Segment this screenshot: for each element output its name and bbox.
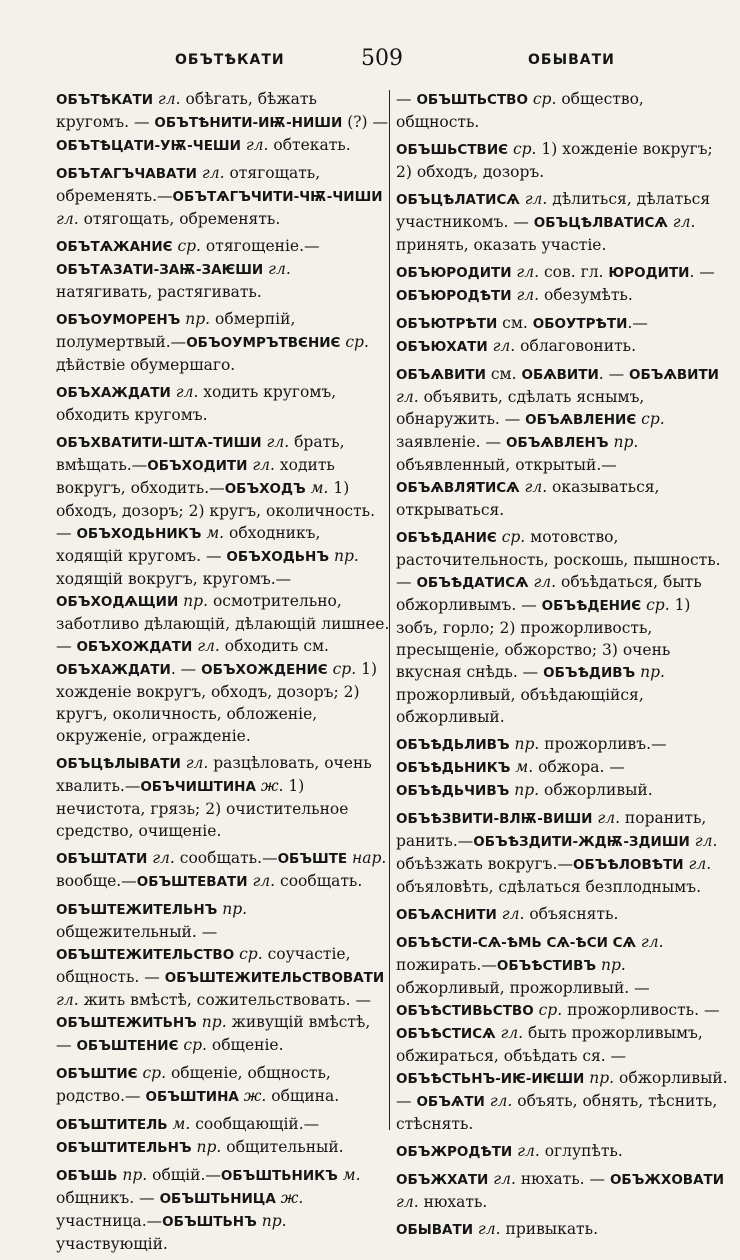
definition-text: осмотрительно, заботливо дѣлающій, дѣлающій лишнее. — (56, 592, 390, 655)
headword: ОБЪТѦГЪЧАВАТИ (56, 166, 197, 182)
headword: ОБЪЮХАТИ (396, 339, 488, 355)
dictionary-entry (396, 88, 730, 133)
grammar-label: ср. (508, 140, 542, 158)
headword: ОБЪѢДЕНИЄ (541, 598, 642, 614)
grammar-label: гл. (56, 210, 84, 228)
definition-text: общій.— (152, 1166, 221, 1184)
grammar-label: ср. (178, 1036, 212, 1054)
definition-text: дѣйствіе обумершаго. (56, 356, 236, 374)
grammar-label: гл. (496, 905, 530, 923)
definition-text: . — (170, 660, 202, 678)
grammar-label: пр. (180, 310, 216, 328)
grammar-label: м. (201, 524, 230, 542)
dictionary-entry (396, 312, 730, 358)
definition-text: . — (598, 365, 630, 383)
headword: ОБЪЮРОДѢТИ (396, 288, 512, 304)
grammar-label: гл. (511, 263, 544, 281)
headword: ОБЪОУМРЪТВЄНИЄ (186, 335, 341, 351)
definition-text: заявленіе. — (396, 433, 506, 451)
definition-text: быть прожорливымъ, обжираться, объѣдать ся. — (396, 1024, 703, 1065)
grammar-label: пр. (117, 1166, 153, 1184)
grammar-label: пр. (608, 433, 639, 451)
grammar-label: гл. (247, 872, 281, 890)
headword: ОБЪХОДѦЩИИ (56, 594, 179, 610)
grammar-label: пр. (584, 1069, 619, 1087)
dictionary-entry (396, 1168, 730, 1213)
definition-text: . — (689, 263, 715, 281)
grammar-label: гл. (473, 1220, 506, 1238)
dictionary-entry (56, 1113, 390, 1159)
headword: ОБЪШТИНА (145, 1089, 239, 1105)
definition-text: ходить кругомъ, обходить кругомъ. (56, 383, 337, 424)
definition-text: обходникъ, ходящій кругомъ. — (56, 524, 321, 565)
definition-text: ходить вокругъ, обходить.— (56, 456, 335, 497)
grammar-label: пр. (329, 547, 359, 565)
dictionary-entry (396, 807, 730, 898)
grammar-label: гл. (592, 809, 625, 827)
headword: ОБЪѦСНИТИ (396, 907, 497, 923)
definition-text: пожирать.— (396, 956, 497, 974)
headword: ОБЪШТЕЖИТЕЛЬНЪ (56, 902, 218, 918)
definition-text: поранить, ранить.— (396, 809, 707, 850)
grammar-label: гл. (396, 1193, 424, 1211)
definition-text: обжорливый. — (396, 1069, 728, 1110)
headword: ОБЪХОЖДЕНИЄ (201, 662, 328, 678)
definition-text: обмерпій, полумертвый.— (56, 310, 296, 351)
headword: ОБЪѦВЛЕНИЄ (525, 412, 637, 428)
definition-text: натягивать, растягивать. (56, 283, 262, 301)
definition-text: объявить, сдѣлать яснымъ, обнаружить. — (396, 388, 645, 428)
headword: ОБЪѢДЬЛИВЪ (396, 737, 510, 753)
definition-text: объѣзжать вокругъ.— (396, 855, 573, 873)
headword: ОБЪѢЗВИТИ-ВЛѬ-ВИШИ (396, 811, 593, 827)
grammar-label: гл. (396, 388, 424, 406)
definition-text: сообщать. (280, 872, 363, 890)
headword: ОБЪХОДЬНЪ (226, 549, 330, 565)
grammar-label: гл. (263, 260, 291, 278)
headword: ОБЪѢДАНИЄ (396, 530, 497, 546)
grammar-label: гл. (683, 855, 712, 873)
definition-text: сообщающій.— (195, 1115, 320, 1133)
headword: ОБЪШТЬНИЦА (159, 1191, 276, 1207)
grammar-label: гл. (519, 190, 553, 208)
definition-text: ходящій вокругъ, кругомъ.— (56, 570, 292, 588)
headword: ОБЪЦѢЛЫВАТИ (56, 756, 181, 772)
definition-text: объѣдаться, быть обжорливымъ. — (396, 573, 702, 614)
definition-text: общеніе, общность, родство.— (56, 1064, 331, 1105)
grammar-label: пр. (509, 735, 545, 753)
headword: ОБЪШТИЄ (56, 1066, 138, 1082)
headword: ОБЪТѢКАТИ (56, 92, 153, 108)
definition-text: 1) обходъ, дозоръ; 2) кругъ, околичность. — (56, 479, 376, 542)
headword: ОБЪѢДАТИСѦ (416, 575, 529, 591)
grammar-label: гл. (180, 754, 214, 772)
dictionary-entry (56, 752, 390, 842)
headword: ОБЪТѦЖАНИЄ (56, 239, 173, 255)
grammar-label: ср. (137, 1064, 171, 1082)
headword: ОБЪШТЕЖИТЕЛЬСТВО (56, 947, 235, 963)
headword: ОБЪѦВЛЕНЪ (505, 435, 609, 451)
definition-text: отягощать, обременять.— (56, 164, 321, 205)
page-header (0, 40, 740, 84)
definition-text: оглупѣть. (544, 1142, 623, 1160)
dictionary-entry (396, 1140, 730, 1163)
grammar-label: гл. (153, 90, 186, 108)
page-number: 509 (361, 46, 403, 71)
dictionary-entry (56, 1164, 390, 1255)
headword: ОБЪЦѢЛАТИСѦ (396, 192, 520, 208)
headword: ОБЪШТЬСТВО (416, 92, 528, 108)
grammar-label: гл. (667, 213, 696, 231)
headword: ОБЪШТЬНИКЪ (220, 1168, 338, 1184)
dictionary-entry (56, 847, 390, 893)
grammar-label: ср. (527, 90, 562, 108)
grammar-label: гл. (635, 933, 664, 951)
definition-text: общникъ. — (56, 1189, 160, 1207)
grammar-label: ср. (636, 410, 665, 428)
definition-text: вообще.— (56, 872, 137, 890)
grammar-label: м. (510, 758, 539, 776)
dictionary-entry (396, 733, 730, 802)
definition-text: обѣгать, бѣжать кругомъ. — (56, 90, 317, 131)
headword: ОБЪШТАТИ (56, 851, 148, 867)
definition-text: см. (497, 314, 533, 332)
definition-text: отягощать, обременять. (83, 210, 281, 228)
headword: ОБЪЖХАТИ (396, 1172, 489, 1188)
definition-text: объявленный, открытый.— (396, 456, 617, 474)
headword: ОБЪѢСТИВЪ (496, 958, 597, 974)
definition-text: нюхать. (423, 1193, 488, 1211)
grammar-label: гл. (240, 136, 274, 154)
grammar-label: м. (337, 1166, 361, 1184)
definition-text: участница.— (56, 1212, 163, 1230)
headword: ОБЫВАТИ (396, 1222, 473, 1238)
dictionary-entry (56, 1062, 390, 1108)
grammar-label: ср. (234, 945, 268, 963)
definition-text: объяснять. (529, 905, 619, 923)
grammar-label: гл. (511, 286, 545, 304)
definition-text: .— (627, 314, 648, 332)
headword: ОБЪШЬ (56, 1168, 118, 1184)
dictionary-entry (56, 88, 390, 157)
definition-text: разцѣловать, очень хвалить.— (56, 754, 372, 795)
headword: ОБЪТѦЗАТИ-ЗАѬ-ЗАѤШИ (56, 262, 264, 278)
headword: ОБЪѦВЛЯТИСѦ (396, 480, 520, 496)
definition-text: обходить см. (224, 637, 329, 655)
headword: ОБЪѢСТИ-СѦ-ѢМЬ СѦ-ѢСИ СѦ (396, 935, 636, 951)
definition-text: обжорливый. (543, 781, 653, 799)
grammar-label: гл. (261, 433, 295, 451)
grammar-label: пр. (217, 900, 248, 918)
definition-text: жить вмѣстѣ, сожительствовать. — (83, 991, 371, 1009)
grammar-label: гл. (488, 1170, 521, 1188)
headword: ОБЪѢДЬНИКЪ (396, 760, 511, 776)
headword: ОБЪХОЖДАТИ (76, 639, 193, 655)
definition-text: сов. гл. (543, 263, 609, 281)
grammar-label: м. (167, 1115, 196, 1133)
headword: ОБЪШТЬНЪ (162, 1214, 257, 1230)
definition-text: общительный. (226, 1138, 344, 1156)
grammar-label: гл. (519, 478, 553, 496)
headword: ОБЪХВАТИТИ-ШТѦ-ТИШИ (56, 435, 262, 451)
headword: ОБЪѢСТИСѦ (396, 1026, 496, 1042)
grammar-label: ср. (172, 237, 206, 255)
definition-text: 1) зобъ, горло; 2) прожорливость, пресыщеніе, обжорство; 3) очень вкусная снѣдь. — (396, 596, 691, 681)
grammar-label: гл. (192, 637, 225, 655)
grammar-label: гл. (196, 164, 230, 182)
definition-text: отягощеніе.— (205, 237, 320, 255)
definition-text: обтекать. (273, 136, 351, 154)
definition-text: обжорливый, прожорливый. — (396, 979, 650, 997)
headword: ОБЪХАЖДАТИ (56, 662, 171, 678)
headword: ОБЪЮРОДИТИ (396, 265, 512, 281)
grammar-label: ср. (641, 596, 675, 614)
headword: ЮРОДИТИ (608, 265, 690, 281)
definition-text: прожорливъ.— (544, 735, 667, 753)
grammar-label: пр. (635, 663, 665, 681)
dictionary-entry (396, 138, 730, 183)
headword: ОБЪХАЖДАТИ (56, 385, 171, 401)
grammar-label: ср. (340, 333, 369, 351)
headword: ОБЪѢЗДИТИ-ЖДѬ-ЗДИШИ (473, 834, 690, 850)
definition-text: община. (271, 1087, 340, 1105)
grammar-label: ср. (327, 660, 362, 678)
dictionary-entry (56, 431, 390, 747)
dictionary-entry (396, 526, 730, 728)
headword: ОБЪѢДИВЪ (543, 665, 636, 681)
headword: ОБЪШТЕНИЄ (76, 1038, 179, 1054)
dictionary-entry (56, 308, 390, 376)
headword: ОБЪѦВИТИ (396, 367, 486, 383)
grammar-label: гл. (247, 456, 280, 474)
grammar-label: гл. (487, 337, 521, 355)
definition-text: общежительный. — (56, 923, 218, 941)
headword: ОБЪШТЕ (277, 851, 348, 867)
dictionary-entry (396, 261, 730, 307)
headword: ОБЪѦВИТИ (629, 367, 719, 383)
headword: ОБЪХОДЬНИКЪ (76, 526, 202, 542)
headword: ОБЪѢСТИВЬСТВО (396, 1003, 534, 1019)
right-running-head: ОБЫВАТИ (528, 52, 615, 68)
grammar-label: гл. (170, 383, 204, 401)
headword: ОБЪѢСТЬНЪ-ИѤ-ИѤШИ (396, 1071, 585, 1087)
dictionary-entry (396, 1218, 730, 1241)
definition-text: (?) — (342, 113, 389, 131)
definition-text: соучастіе, общность. — (56, 945, 351, 986)
headword: ОБЪОУМОРЕНЪ (56, 312, 181, 328)
grammar-label: гл. (147, 849, 180, 867)
left-running-head: ОБЪТѢКАТИ (175, 52, 285, 68)
definition-text: облаговонить. (520, 337, 637, 355)
definition-text: живущій вмѣстѣ, — (56, 1013, 371, 1054)
grammar-label: пр. (178, 592, 213, 610)
headword: ОБЪЧИШТИНА (140, 779, 256, 795)
headword: ОБЪТѦГЪЧИТИ-ЧѬ-ЧИШИ (172, 189, 383, 205)
dictionary-entry (56, 381, 390, 426)
definition-text: — (396, 90, 417, 108)
definition-text: общеніе. (211, 1036, 284, 1054)
definition-text: мотовство, расточительность, роскошь, пышность. — (396, 528, 721, 591)
grammar-label: ж. (238, 1087, 272, 1105)
grammar-label: гл. (528, 573, 561, 591)
grammar-label: ср. (533, 1001, 568, 1019)
headword: ОБЪШТЕЖИТЬНЪ (56, 1015, 197, 1031)
definition-text: прожорливость. — (567, 1001, 720, 1019)
headword: ОБЪШТИТЕЛЬ (56, 1117, 168, 1133)
grammar-label: пр. (191, 1138, 227, 1156)
dictionary-entry (396, 903, 730, 926)
headword: ОБѦВИТИ (521, 367, 599, 383)
headword: ОБЪѢДЬЧИВЪ (396, 783, 510, 799)
grammar-label: м. (305, 479, 334, 497)
definition-text: 1) нечистота, грязь; 2) очистительное средство, очищеніе. (56, 777, 349, 840)
definition-text: 1) хожденіе вокругъ, обходъ, дозоръ; 2) кругъ, околичность, обложеніе, окруженіе, огражденіе. (56, 660, 378, 745)
dictionary-entry (56, 235, 390, 303)
grammar-label: гл. (495, 1024, 528, 1042)
column-divider (389, 90, 390, 1130)
definition-text: объяловѣть, сдѣлаться безплоднымъ. (396, 878, 702, 896)
grammar-label: пр. (509, 781, 544, 799)
headword: ОБЪѢЛОВѢТИ (572, 857, 684, 873)
definition-text: принять, оказать участіе. (396, 236, 607, 254)
definition-text: оказываться, открываться. (396, 478, 660, 519)
definition-text: брать, вмѣщать.— (56, 433, 345, 474)
headword: ОБЪШТЕВАТИ (136, 874, 248, 890)
definition-text: общество, общность. (396, 90, 644, 131)
definition-text: обезумѣть. (544, 286, 633, 304)
definition-text: 1) хожденіе вокругъ; 2) обходъ, дозоръ. (396, 140, 713, 181)
grammar-label: гл. (56, 991, 84, 1009)
definition-text: нюхать. — (520, 1170, 610, 1188)
dictionary-entry (56, 162, 390, 230)
grammar-label: ж. (255, 777, 289, 795)
definition-text: привыкать. (505, 1220, 598, 1238)
headword: ОБЪЮТРѢТИ (396, 316, 498, 332)
grammar-label: ж. (275, 1189, 304, 1207)
right-column (396, 88, 730, 1246)
headword: ОБЪШТИТЕЛЬНЪ (56, 1140, 192, 1156)
headword: ОБЪЖХОВАТИ (609, 1172, 725, 1188)
definition-text: дѣлиться, дѣлаться участникомъ. — (396, 190, 711, 231)
grammar-label: гл. (689, 832, 718, 850)
headword: ОБЪѦТИ (416, 1094, 485, 1110)
definition-text: обжора. — (538, 758, 625, 776)
headword: ОБЪШЬСТВИЄ (396, 142, 509, 158)
headword: ОБЪЖРОДѢТИ (396, 1144, 513, 1160)
headword: ОБЪТѢЦАТИ-УѬ-ЧЕШИ (56, 138, 241, 154)
grammar-label: гл. (512, 1142, 545, 1160)
grammar-label: пр. (196, 1013, 232, 1031)
headword: ОБЪШТЕЖИТЕЛЬСТВОВАТИ (164, 970, 385, 986)
grammar-label: гл. (484, 1092, 518, 1110)
dictionary-entry (396, 188, 730, 256)
grammar-label: нар. (347, 849, 387, 867)
grammar-label: пр. (256, 1212, 287, 1230)
dictionary-entry (56, 898, 390, 1057)
definition-text: прожорливый, объѣдающійся, обжорливый. (396, 686, 644, 726)
definition-text: сообщать.— (179, 849, 278, 867)
definition-text: объять, обнять, тѣснить, стѣснять. (396, 1092, 718, 1133)
headword: ОБЪЦѢЛВАТИСѦ (533, 215, 668, 231)
definition-text: участвующій. (56, 1235, 168, 1253)
headword: ОБЪХОДИТИ (147, 458, 248, 474)
headword: ОБЪХОДЪ (224, 481, 306, 497)
headword: ОБЪТѢНИТИ-ИѬ-НИШИ (154, 115, 343, 131)
headword: ОБОУТРѢТИ (532, 316, 628, 332)
left-column (56, 88, 390, 1260)
grammar-label: пр. (596, 956, 626, 974)
definition-text: см. (485, 365, 522, 383)
grammar-label: ср. (496, 528, 531, 546)
dictionary-entry (396, 363, 730, 521)
dictionary-entry (396, 931, 730, 1135)
